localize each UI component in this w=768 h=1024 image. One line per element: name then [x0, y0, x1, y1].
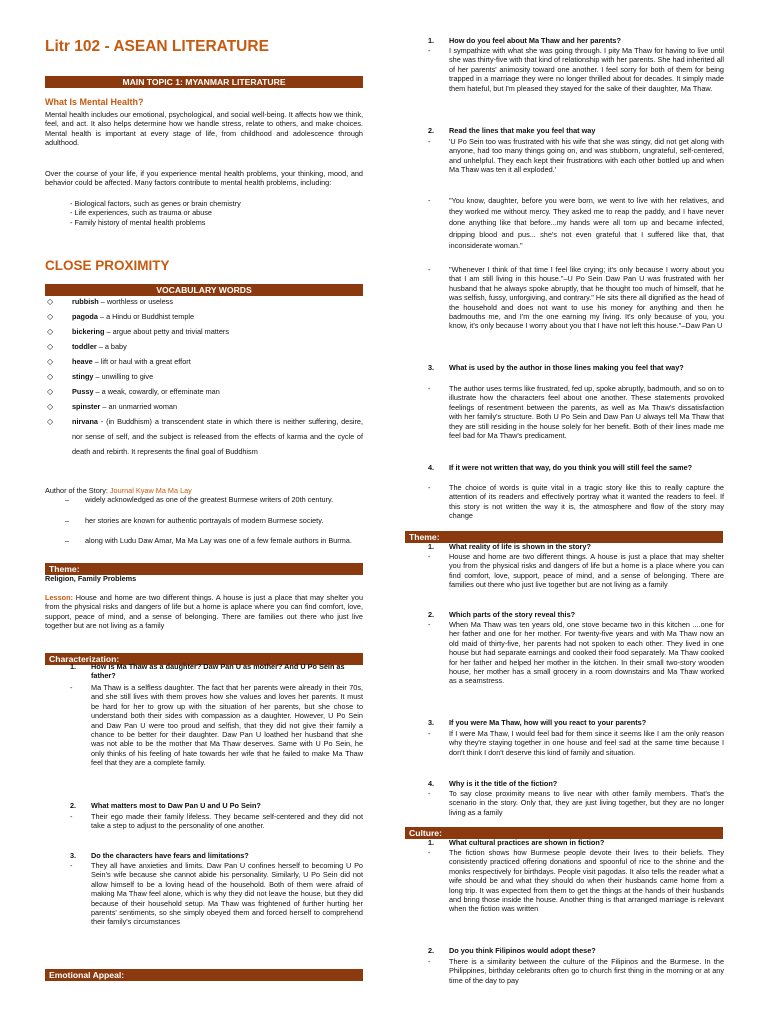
left-column	[45, 0, 363, 1024]
answer: - To say close proximity means to live near with other family members. That's the scenario in the story. Only that, they are just living together, but they are no longer living as a family	[428, 789, 724, 817]
page-title: Litr 102 - ASEAN LITERATURE	[45, 38, 269, 55]
vocab-list	[45, 294, 363, 459]
diamond-bullet-icon: ◇	[47, 297, 54, 306]
answer: - The fiction shows how Burmese people devote their lives to their beliefs. They consistently practiced offering donations and spoonful of rice to the shrine and the monks respectively for birthdays. People visit pagodas. It also tells the reader what a wife should be and what they should do when their husbands came home from a long trip. It was expected from them to get the things at the hands of their husbands and bring those inside the house. Another thing is that arranged marriage is relevant when the fiction was written	[428, 848, 724, 914]
theme-bar: Theme:	[405, 531, 723, 543]
theme-bar: Theme:	[45, 563, 363, 575]
mental-health-para2: Over the course of your life, if you experience mental health problems, your thinking, mood, and behavior could be affected. Many factors contribute to mental health problems, including:	[45, 169, 363, 188]
question: 3. What is used by the author in those lines making you feel that way?	[428, 363, 684, 372]
diamond-bullet-icon: ◇	[47, 372, 54, 381]
diamond-bullet-icon: ◇	[47, 417, 54, 426]
question: 3. If you were Ma Thaw, how will you react to your parents?	[428, 718, 647, 727]
theme-value: Religion, Family Problems	[45, 574, 137, 583]
question: 1. How do you feel about Ma Thaw and her parents?	[428, 36, 621, 45]
question: 2. Do you think Filipinos would adopt these?	[428, 946, 596, 955]
emotional-appeal-bar: Emotional Appeal:	[45, 969, 363, 981]
vocab-item: ◇ toddler – a baby	[45, 339, 363, 354]
author-point: – along with Ludu Daw Amar, Ma Ma Lay was one of a few female authors in Burma.	[65, 536, 352, 545]
vocab-bar: VOCABULARY WORDS	[45, 284, 363, 296]
diamond-bullet-icon: ◇	[47, 387, 54, 396]
answer: - "Whenever I think of that time I feel like crying; it's only because I worry about you that I am still living in this house."–U Po Sein Daw Pan U was frustrated with her husband that he always spoke abruptly, that he thought too much of himself, that he was selfish, fussy, unforgiving, and contrary." He sits there all dignified as the head of the household and does not want to use his money for anything and then he badmouths me, and I'm the one earning my living. It's only because of you, you know, it's only because I worry about you that I have not left this house."–Daw Pan U	[428, 265, 724, 331]
lesson-text: Lesson: House and home are two different things. A house is just a place that may shelter you from the physical risks and dangers of life but a home is aplace where you can find comfort, love, support, peace of mind, and a sense of belonging. There are families out there who just live together but are not living as a family	[45, 593, 363, 631]
diamond-bullet-icon: ◇	[47, 312, 54, 321]
question: 4. If it were not written that way, do you think you will still feel the same?	[428, 463, 693, 472]
vocab-item: ◇ rubbish – worthless or useless	[45, 294, 363, 309]
answer: - If I were Ma Thaw, I would feel bad for them since it seems like I am the only reason why they're staying together in one house and feel sad at the same time because I don't think I don't deserve this kind of family and situation.	[428, 729, 724, 757]
factor-item: - Family history of mental health problems	[70, 217, 206, 227]
factor-item: - Biological factors, such as genes or brain chemistry	[70, 199, 241, 208]
question: 1. What reality of life is shown in the story?	[428, 542, 591, 551]
answer: - When Ma Thaw was ten years old, one stove became two in this kitchen ....one for her father and one for her mother. For twenty-five years and with Ma Thaw now an old maid of thirty-five, her parents had not spoken to each other. They lived in one house but had separate earnings and cooked their food separately. Ma Thaw cooked for her father and helped her mother in the kitchen. In their small two-story wooden house, her mother has a small grocery in a room downstairs and Ma Thaw worked as a seamstress.	[428, 620, 724, 686]
answer: - "You know, daughter, before you were born, we went to live with her relatives, and they worked me without mercy. They asked me to reap the paddy, and I have never done anything like that before...my hands were all torn up and became infected, dripping blood and pus... she's not even grateful that I suffered like that, that inconsiderate woman."	[428, 196, 724, 250]
vocab-item: ◇ Pussy – a weak, cowardly, or effeminate man	[45, 384, 363, 399]
vocab-item: ◇ pagoda – a Hindu or Buddhist temple	[45, 309, 363, 324]
answer: - Ma Thaw is a selfless daughter. The fact that her parents were already in their 70s, and she still lives with them proves how she values and loves her parents. It must be hard for her to grow up with the situation of her parents, but she chose to understand both their sides with compassion as a daughter. However, U Po Sein and Daw Pan U were too proud and selfish, that they did not give their family a chance to be better for their daughter. Daw Pan U loathed her husband that she was not able to be the mother that Ma Thaw deserves. Same with U Po Sein, he only thinks of his feeling of hate towards her wife that he failed to make Ma Thaw feel that they are a complete family.	[70, 683, 363, 768]
answer: - I sympathize with what she was going through. I pity Ma Thaw for having to live until she was thirty-five with that kind of relationship with her parents. She had inherited all of her parents' animosity toward one another. I feel sorry for both of them for being trapped in a marriage they were no longer thrilled about for decades. It simply made them hateful, but I'm pleased they stayed for the sake of their daughter, Ma Thaw.	[428, 46, 724, 93]
question: 3. Do the characters have fears and limitations?	[70, 851, 249, 860]
diamond-bullet-icon: ◇	[47, 357, 54, 366]
vocab-item: ◇ nirvana - (in Buddhism) a transcendent state in which there is neither suffering, desire, nor sense of self, and the subject is released from the effects of karma and the cycle of death and rebirth. It represents the final goal of Buddhism	[45, 414, 363, 459]
vocab-item: ◇ bickering – argue about petty and trivial matters	[45, 324, 363, 339]
question: 1. How is Ma Thaw as a daughter? Daw Pan U as mother? And U Po Sein as father?	[70, 662, 345, 681]
answer: - There is a similarity between the culture of the Filipinos and the Burmese. In the Philippines, birthday celebrants often go to church first thing in the morning or at any time of the day to pay	[428, 957, 724, 985]
author-line: Author of the Story: Journal Kyaw Ma Ma Lay	[45, 486, 192, 495]
characterization-bar: Characterization:	[45, 653, 363, 665]
author-name: Journal Kyaw Ma Ma Lay	[109, 486, 192, 495]
factor-item: - Life experiences, such as trauma or abuse	[70, 208, 212, 218]
main-topic-bar: MAIN TOPIC 1: MYANMAR LITERATURE	[45, 76, 363, 88]
vocab-item: ◇ spinster – an unmarried woman	[45, 399, 363, 414]
question: 2. Read the lines that make you feel that way	[428, 126, 596, 135]
question: 2. What matters most to Daw Pan U and U Po Sein?	[70, 801, 261, 810]
answer: - 'U Po Sein too was frustrated with his wife that she was stingy, did not get along with anyone, had too many things going on, and was stubborn, ungrateful, self-centered, and unhelpful. They each kept their frustrations with each other bottled up and when Ma Thaw was ten it all exploded.'	[428, 137, 724, 175]
diamond-bullet-icon: ◇	[47, 342, 54, 351]
factors-list	[70, 199, 360, 227]
answer: - The author uses terms like frustrated, fed up, spoke abruptly, badmouth, and so on to illustrate how the characters feel about one another. These statements provoked feelings of resentment between the parents, as well as Ma Thaw's dissatisfaction with her family's structure. Both U Po Sein and Daw Pan U always tell Ma Thaw that they are still residing in the house solely for her benefit. Both of their lines made me feel bad for Ma Thaw's predicament.	[428, 384, 724, 441]
vocab-item: ◇ stingy – unwilling to give	[45, 369, 363, 384]
author-point: – widely acknowledged as one of the greatest Burmese writers of 20th century.	[65, 495, 334, 504]
answer: - Their ego made their family lifeless. They became self-centered and they did not take a step to adjust to the personality of one another.	[70, 812, 363, 831]
diamond-bullet-icon: ◇	[47, 327, 54, 336]
question: 2. Which parts of the story reveal this?	[428, 610, 576, 619]
right-column	[410, 0, 724, 1024]
culture-bar: Culture:	[405, 827, 723, 839]
mental-health-para1: Mental health includes our emotional, psychological, and social well-being. It affects how we think, feel, and act. It also helps determine how we handle stress, relate to others, and make choices. Mental health is important at every stage of life, from childhood and adolescence through adulthood.	[45, 110, 363, 148]
mental-health-heading: What Is Mental Health?	[45, 97, 144, 107]
answer: - House and home are two different things. A house is just a place that may shelter you from the physical risks and dangers of life but a home is a place where you can find comfort, love, support, peace of mind, and a sense of belonging. There are families out there who just live together but are not living as a family	[428, 552, 724, 590]
answer: - The choice of words is quite vital in a tragic story like this to really capture the attention of its readers and effectively portray what it wanted the readers to feel. If this story is not written the way it is, the atmosphere and flow of the story may change	[428, 483, 724, 521]
diamond-bullet-icon: ◇	[47, 402, 54, 411]
vocab-item: ◇ heave – lift or haul with a great effort	[45, 354, 363, 369]
author-point: – her stories are known for authentic portrayals of modern Burmese society.	[65, 516, 324, 525]
close-proximity-heading: CLOSE PROXIMITY	[45, 258, 170, 273]
question: 4. Why is it the title of the fiction?	[428, 779, 558, 788]
question: 1. What cultural practices are shown in fiction?	[428, 838, 605, 847]
lesson-label: Lesson:	[45, 593, 73, 602]
answer: - They all have anxieties and limits. Daw Pan U confines herself to becoming U Po Sein's wife because she cannot abide his personality. Similarly, U Po Sein did not allow himself to be a loving head of the household. Both of them were afraid of making Ma Thaw feel alone, which is why they did not leave the house, but they did because of their household setup. Ma Thaw was frightened of further hurting her parents' sentiments, so she simply obeyed them and forced herself to comprehend their family's circumstances	[70, 861, 363, 927]
